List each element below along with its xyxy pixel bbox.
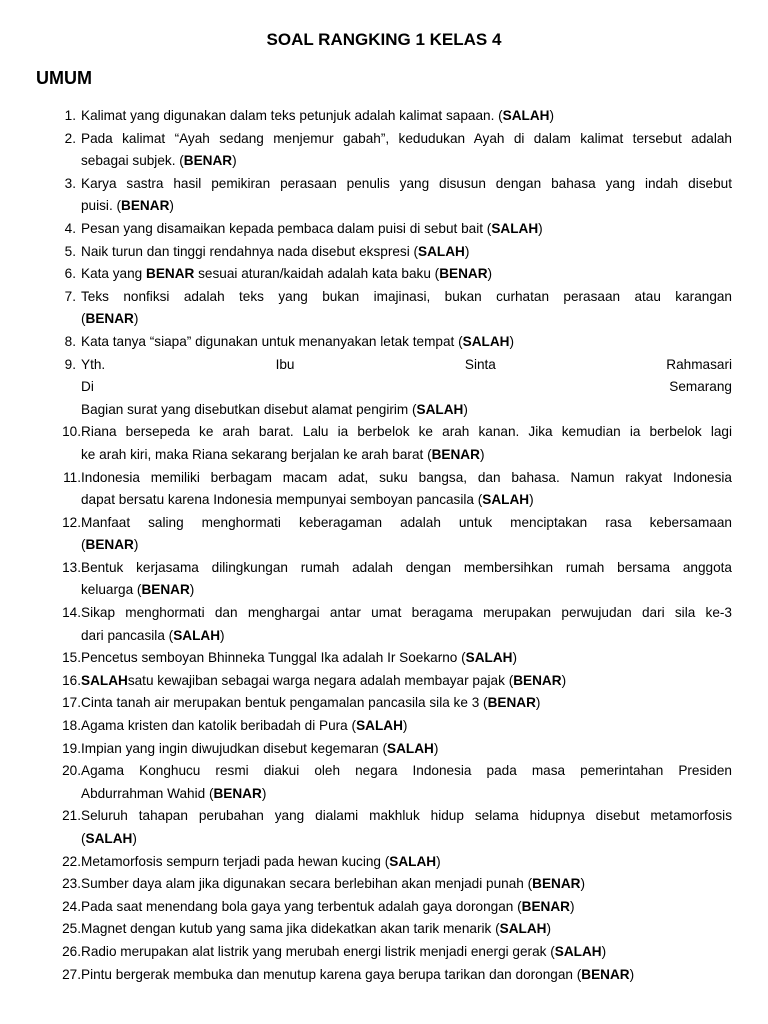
question-segment: ): [133, 311, 139, 327]
question-line: [81, 851, 732, 874]
question-segment: Di Semarang: [81, 379, 732, 395]
question-segment: Abdurrahman Wahid (: [81, 785, 214, 801]
question-text: [81, 873, 732, 896]
question-segment: ): [580, 876, 586, 892]
question-segment: ): [601, 943, 607, 959]
question-number: 4.: [64, 220, 76, 236]
question-segment: ): [538, 220, 543, 236]
question-segment: (: [81, 537, 86, 553]
question-item: [36, 421, 732, 466]
question-item: [36, 805, 732, 850]
question-segment: ): [479, 446, 485, 462]
question-segment: sebagai subjek. (: [81, 153, 184, 169]
question-item: [36, 851, 732, 874]
question-number: 6.: [64, 266, 76, 282]
question-number: 15.: [62, 650, 81, 666]
question-segment: (: [81, 831, 86, 846]
question-segment: ): [133, 537, 139, 553]
question-segment: Kata tanya “siapa” digunakan untuk menanyakan letak tempat (: [81, 333, 463, 349]
question-number: 5.: [64, 243, 76, 259]
question-line: [81, 579, 732, 602]
question-number: 12.: [62, 514, 81, 530]
question-segment: ): [549, 108, 555, 123]
question-number: 2.: [64, 130, 76, 146]
question-line: [81, 105, 732, 128]
question-segment: ): [433, 740, 439, 756]
answer-key: SALAH: [389, 853, 437, 869]
question-number: 18.: [62, 718, 81, 734]
answer-key: BENAR: [146, 266, 195, 282]
answer-key: SALAH: [491, 220, 539, 236]
question-segment: Yth. Ibu Sinta Rahmasari: [81, 356, 732, 372]
question-line: [81, 760, 732, 783]
question-segment: ): [509, 333, 514, 349]
question-line: [81, 331, 732, 354]
question-number: 25.: [62, 921, 81, 937]
question-line: [81, 783, 732, 806]
question-text: [81, 715, 732, 738]
question-line: [81, 692, 732, 715]
question-text: [81, 918, 732, 941]
document-title: SOAL RANGKING 1 KELAS 4: [266, 30, 502, 49]
question-segment: puisi. (: [81, 198, 122, 214]
question-text: [81, 286, 732, 331]
question-number: 16.: [62, 672, 81, 688]
question-text: [81, 105, 732, 128]
question-number: 26.: [62, 943, 81, 959]
question-segment: ): [169, 198, 174, 214]
question-segment: ): [529, 492, 534, 508]
question-segment: ): [629, 966, 635, 982]
answer-key: BENAR: [85, 537, 134, 553]
question-line: [81, 444, 732, 467]
question-segment: (: [81, 311, 86, 327]
answer-key: SALAH: [499, 921, 547, 937]
question-segment: Bentuk kerjasama dilingkungan rumah adalah dengan membersihkan rumah bersama anggota: [81, 559, 732, 575]
question-line: [81, 625, 732, 648]
question-line: [81, 150, 732, 173]
question-text: [81, 670, 732, 693]
question-item: [36, 354, 732, 422]
answer-key: BENAR: [513, 672, 562, 688]
question-segment: ): [463, 401, 468, 417]
question-text: [81, 512, 732, 557]
answer-key: SALAH: [416, 401, 464, 417]
question-item: [36, 896, 732, 919]
question-segment: ): [569, 898, 575, 914]
question-segment: keluarga (: [81, 582, 142, 598]
question-item: [36, 738, 732, 761]
question-line: [81, 557, 732, 580]
question-item: [36, 670, 732, 693]
question-number: 3.: [64, 175, 76, 191]
question-text: [81, 421, 732, 466]
question-segment: Agama Konghucu resmi diakui oleh negara Indonesia pada masa pemerintahan Presiden: [81, 763, 732, 779]
question-item: [36, 173, 732, 218]
question-item: [36, 647, 732, 670]
question-text: [81, 647, 732, 670]
question-segment: ): [512, 650, 518, 666]
question-segment: Bagian surat yang disebutkan disebut alamat pengirim (: [81, 401, 417, 417]
question-line: [81, 173, 732, 196]
question-text: [81, 218, 732, 241]
question-item: [36, 286, 732, 331]
question-number: 23.: [62, 876, 81, 892]
question-text: [81, 241, 732, 264]
answer-key: BENAR: [439, 266, 488, 282]
question-text: [81, 760, 732, 805]
question-segment: ): [464, 243, 470, 259]
answer-key: SALAH: [462, 333, 510, 349]
answer-key: SALAH: [554, 943, 602, 959]
question-item: [36, 218, 732, 241]
question-line: [81, 941, 732, 964]
question-item: [36, 692, 732, 715]
question-number: 24.: [62, 898, 81, 914]
answer-key: BENAR: [431, 446, 480, 462]
question-line: [81, 489, 732, 512]
question-segment: Indonesia memiliki berbagam macam adat, suku bangsa, dan bahasa. Namun rakyat Indonesia: [81, 469, 732, 485]
question-item: [36, 964, 732, 987]
answer-key: BENAR: [141, 582, 190, 598]
question-item: [36, 467, 732, 512]
question-item: [36, 715, 732, 738]
question-line: [81, 602, 732, 625]
question-segment: dari pancasila (: [81, 627, 174, 643]
question-line: [81, 873, 732, 896]
question-number: 27.: [62, 966, 81, 982]
question-line: [81, 467, 732, 490]
question-segment: Kata yang: [81, 266, 146, 282]
question-segment: Pencetus semboyan Bhinneka Tunggal Ika adalah Ir Soekarno (: [81, 650, 466, 666]
question-text: [81, 128, 732, 173]
question-segment: dapat bersatu karena Indonesia mempunyai semboyan pancasila (: [81, 492, 483, 508]
question-line: [81, 308, 732, 331]
question-segment: Agama kristen dan katolik beribadah di Pura (: [81, 718, 357, 734]
question-segment: Riana bersepeda ke arah barat. Lalu ia berbelok ke arah kanan. Jika kemudian ia berbelok lagi: [81, 424, 732, 440]
question-line: [81, 218, 732, 241]
question-segment: Radio merupakan alat listrik yang merubah energi listrik menjadi energi gerak (: [81, 943, 555, 959]
question-segment: Naik turun dan tinggi rendahnya nada disebut ekspresi (: [81, 243, 419, 259]
question-item: [36, 873, 732, 896]
question-line: [81, 241, 732, 264]
question-item: [36, 105, 732, 128]
question-number: 8.: [64, 333, 76, 349]
question-line: [81, 195, 732, 218]
question-text: [81, 851, 732, 874]
question-segment: ): [232, 153, 237, 169]
question-item: [36, 128, 732, 173]
question-segment: Manfaat saling menghormati keberagaman adalah untuk menciptakan rasa kebersamaan: [81, 514, 732, 530]
question-line: [81, 376, 732, 399]
answer-key: SALAH: [356, 718, 403, 734]
question-line: [81, 738, 732, 761]
question-text: [81, 173, 732, 218]
question-number: 19.: [62, 740, 81, 756]
question-text: [81, 354, 732, 422]
question-segment: ): [487, 266, 493, 282]
question-item: [36, 557, 732, 602]
question-text: [81, 941, 732, 964]
question-line: [81, 715, 732, 738]
question-segment: ): [402, 718, 408, 734]
question-line: [81, 828, 732, 851]
question-segment: sesuai aturan/kaidah adalah kata baku (: [194, 266, 440, 282]
question-number: 21.: [62, 808, 81, 824]
question-line: [81, 399, 732, 422]
question-segment: Teks nonfiksi adalah teks yang bukan imajinasi, bukan curhatan perasaan atau karangan: [81, 288, 732, 304]
question-text: [81, 467, 732, 512]
question-segment: ): [132, 831, 137, 846]
question-number: 22.: [62, 853, 81, 869]
question-number: 1.: [64, 108, 76, 123]
question-number: 7.: [64, 288, 76, 304]
answer-key: SALAH: [81, 672, 128, 688]
answer-key: SALAH: [482, 492, 530, 508]
question-text: [81, 263, 732, 286]
question-item: [36, 263, 732, 286]
answer-key: BENAR: [581, 966, 630, 982]
question-item: [36, 941, 732, 964]
question-number: 10.: [62, 424, 81, 440]
answer-key: SALAH: [85, 831, 133, 846]
question-line: [81, 918, 732, 941]
question-line: [81, 421, 732, 444]
answer-key: SALAH: [418, 243, 465, 259]
answer-key: SALAH: [173, 627, 221, 643]
answer-key: BENAR: [521, 898, 570, 914]
answer-key: SALAH: [502, 108, 550, 123]
question-line: [81, 964, 732, 987]
question-number: 20.: [62, 763, 81, 779]
question-line: [81, 534, 732, 557]
answer-key: SALAH: [465, 650, 513, 666]
question-segment: Pada saat menendang bola gaya yang terbentuk adalah gaya dorongan (: [81, 898, 522, 914]
question-segment: Impian yang ingin diwujudkan disebut kegemaran (: [81, 740, 388, 756]
question-number: 13.: [62, 559, 81, 575]
question-line: [81, 354, 732, 377]
question-text: [81, 738, 732, 761]
question-segment: Sumber daya alam jika digunakan secara berlebihan akan menjadi punah (: [81, 876, 533, 892]
question-text: [81, 805, 732, 850]
question-segment: ): [436, 853, 441, 869]
question-segment: Kalimat yang digunakan dalam teks petunjuk adalah kalimat sapaan. (: [81, 108, 503, 123]
question-text: [81, 331, 732, 354]
question-segment: ): [546, 921, 551, 937]
question-text: [81, 602, 732, 647]
question-segment: ): [189, 582, 195, 598]
question-item: [36, 331, 732, 354]
question-number: 9.: [64, 356, 76, 372]
question-number: 14.: [62, 605, 81, 621]
question-item: [36, 512, 732, 557]
question-item: [36, 602, 732, 647]
question-segment: satu kewajiban sebagai warga negara adalah membayar pajak (: [127, 672, 514, 688]
question-segment: Pintu bergerak membuka dan menutup karena gaya berupa tarikan dan dorongan (: [81, 966, 582, 982]
answer-key: BENAR: [183, 153, 233, 169]
answer-key: BENAR: [532, 876, 581, 892]
question-segment: Pesan yang disamaikan kepada pembaca dalam puisi di sebut bait (: [81, 220, 492, 236]
question-item: [36, 241, 732, 264]
question-segment: Seluruh tahapan perubahan yang dialami makhluk hidup selama hidupnya disebut metamorfosis: [81, 808, 732, 824]
question-line: [81, 647, 732, 670]
question-segment: ): [220, 627, 225, 643]
question-line: [81, 805, 732, 828]
answer-key: BENAR: [213, 785, 262, 801]
question-line: [81, 670, 732, 693]
question-text: [81, 692, 732, 715]
question-number: 11.: [63, 469, 81, 485]
question-segment: Cinta tanah air merupakan bentuk pengamalan pancasila sila ke 3 (: [81, 695, 488, 711]
question-item: [36, 918, 732, 941]
question-line: [81, 128, 732, 151]
question-number: 17.: [62, 695, 81, 711]
question-line: [81, 286, 732, 309]
question-segment: Pada kalimat “Ayah sedang menjemur gabah”, kedudukan Ayah di dalam kalimat tersebut adalah: [81, 130, 732, 146]
question-line: [81, 512, 732, 535]
question-text: [81, 557, 732, 602]
question-segment: Karya sastra hasil pemikiran perasaan penulis yang disusun dengan bahasa yang indah disebut: [81, 175, 732, 191]
question-text: [81, 896, 732, 919]
question-segment: ): [261, 785, 267, 801]
section-heading: UMUM: [36, 68, 92, 88]
question-segment: Magnet dengan kutub yang sama jika didekatkan akan tarik menarik (: [81, 921, 500, 937]
question-segment: ke arah kiri, maka Riana sekarang berjalan ke arah barat (: [81, 446, 432, 462]
question-segment: Metamorfosis sempurn terjadi pada hewan kucing (: [81, 853, 390, 869]
question-segment: ): [535, 695, 541, 711]
question-text: [81, 964, 732, 987]
question-list: [36, 105, 732, 986]
question-segment: Sikap menghormati dan menghargai antar umat beragama merupakan perwujudan dari sila ke-3: [81, 605, 732, 621]
answer-key: SALAH: [387, 740, 434, 756]
answer-key: BENAR: [487, 695, 536, 711]
answer-key: BENAR: [121, 198, 170, 214]
question-line: [81, 263, 732, 286]
question-item: [36, 760, 732, 805]
question-segment: ): [561, 672, 567, 688]
answer-key: BENAR: [85, 311, 134, 327]
question-line: [81, 896, 732, 919]
